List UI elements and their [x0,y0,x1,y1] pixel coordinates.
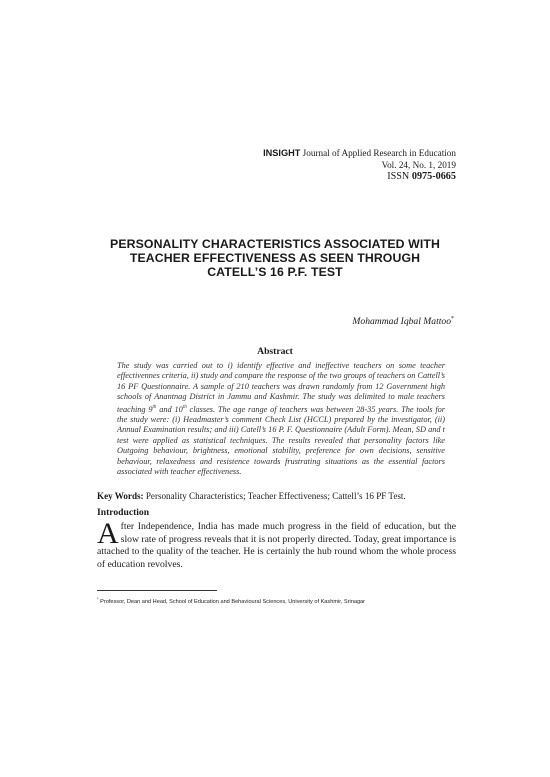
title-line-3: CATELL’S 16 P.F. TEST [207,265,343,280]
journal-subtitle: Journal of Applied Research in Education [300,148,456,158]
footnote-divider [97,590,217,591]
introduction-heading: Introduction [97,507,150,518]
author-name: Mohammad Iqbal Mattoo [352,316,451,328]
keywords-text: Personality Characteristics; Teacher Effectiveness; Cattell’s 16 PF Test. [143,491,406,501]
paper-title [95,237,455,280]
issn-number: 0975-0665 [411,171,456,182]
abstract-sup-2: th [182,404,187,410]
footnote-marker: * [97,596,99,601]
abstract-text-3: classes. The age range of teachers was between 28-35 years. The tools for the study were: (i) Headmaster’s comment Check List (HCCL) prepared by the investigator, (ii) Annual Examination results; and iii) Catell’s 16 P. F. Questionnaire (Adult Form). Mean, SD and t test were applied as statistical techniques. The results revealed that personality factors like Outgoing behaviour, brightness, emotional stability, preference for own decisions, sensitive behaviour, relaxedness and resistence towards frustrating situations as the essential factors associated with teacher effectiveness. [117,404,445,477]
abstract-body [117,361,445,478]
issn-label: ISSN [387,171,412,182]
footnote [97,596,477,605]
abstract-text-2: and 10 [156,404,183,414]
title-line-2: TEACHER EFFECTIVENESS AS SEEN THROUGH [129,251,421,266]
journal-title-line [263,148,456,160]
introduction-text: fter Independence, India has made much progress in the field of education, but the slow rate of progress reveals that it is not properly directed. Today, great importance is attached to the quality of the teacher. He is certainly the hub round whom the whole process of education revolves. [97,521,456,571]
drop-cap: A [97,517,119,550]
footnote-text: Professor, Dean and Head, School of Education and Behavioural Sciences, University of Kashmir, Srinagar [98,598,366,605]
abstract-text-1: The study was carried out to i) identify effective and ineffective teachers on some teacher effectivennes criteria, ii) study and compare the response of the two groups of teachers on Cattell’s 16 PF Questionnaire. A sample of 210 teachers was drawn randomly from 12 Government high schools of Anantnag District in Jammu and Kashmir. The study was delimited to male teachers teaching 9 [117,361,445,414]
journal-header [263,148,456,183]
author [352,316,454,327]
author-footnote-marker: * [451,316,454,322]
journal-volume: Vol. 24, No. 1, 2019 [381,159,456,170]
keywords-label: Key Words: [97,491,144,501]
journal-issn [263,171,456,183]
keywords [97,491,477,501]
title-line-1: PERSONALITY CHARACTERISTICS ASSOCIATED WITH [110,237,440,251]
journal-name: INSIGHT [263,148,301,158]
abstract-heading: Abstract [257,346,293,357]
introduction-paragraph [97,517,456,572]
abstract-sup-1: th [152,404,157,410]
